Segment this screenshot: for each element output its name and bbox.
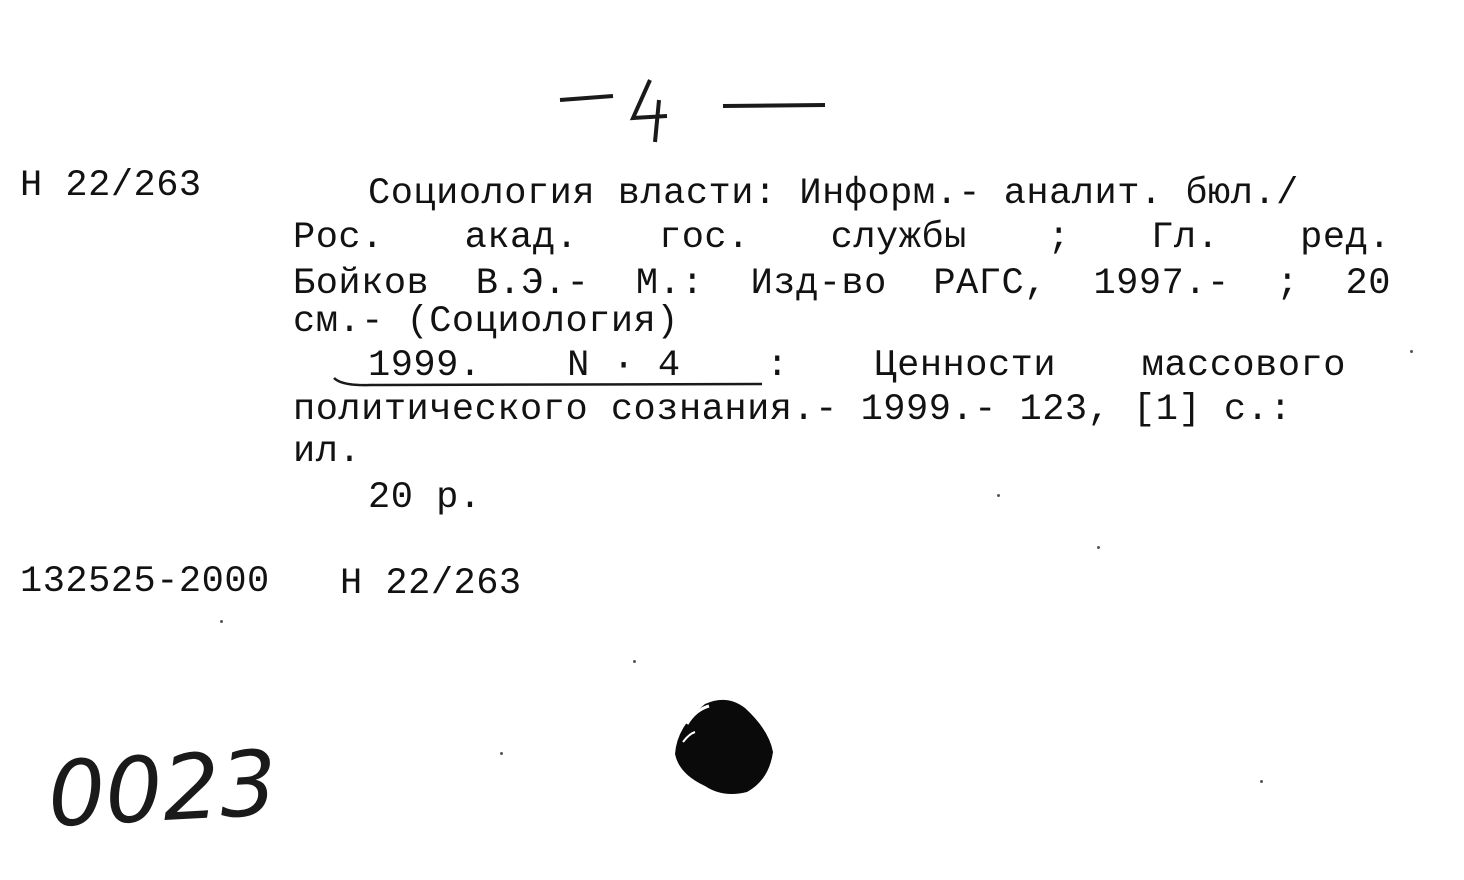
- scan-speck: [220, 620, 223, 623]
- word: ;: [1276, 263, 1299, 305]
- price: 20 р.: [368, 477, 482, 519]
- word: ред.: [1300, 217, 1391, 259]
- word: Рос.: [293, 217, 384, 259]
- accession-number: 132525-2000: [20, 561, 270, 603]
- scan-speck: [1097, 546, 1100, 549]
- word: ;: [1047, 217, 1071, 259]
- word: :: [766, 345, 789, 387]
- word: N · 4: [567, 345, 681, 387]
- word: массового: [1141, 345, 1346, 387]
- word: акад.: [464, 217, 579, 259]
- word: гос.: [658, 217, 750, 259]
- entry-line-1: Социология власти: Информ.- аналит. бюл./: [368, 173, 1299, 215]
- word: службы: [830, 217, 967, 259]
- entry-line-7: ил.: [293, 431, 362, 473]
- entry-line-2: [293, 216, 1391, 260]
- word: РАГС,: [933, 263, 1047, 305]
- entry-line-4: см.- (Социология): [293, 301, 679, 343]
- word: Ценности: [874, 345, 1057, 387]
- scan-speck: [500, 752, 503, 755]
- scan-speck: [1410, 350, 1413, 353]
- entry-line-6: политического сознания.- 1999.- 123, [1] с.:: [293, 389, 1292, 431]
- word: 1999.: [368, 345, 482, 387]
- scan-speck: [1260, 780, 1263, 783]
- scan-speck: [633, 660, 636, 663]
- word: Изд-во: [750, 263, 887, 305]
- punch-hole: [665, 690, 785, 805]
- shelf-mark-top: Н 22/263: [20, 165, 202, 207]
- page-number-mark: [555, 70, 835, 150]
- word: М.:: [635, 263, 705, 305]
- word: Гл.: [1151, 217, 1220, 259]
- handwritten-number: 0023: [45, 731, 280, 848]
- word: В.Э.-: [475, 263, 590, 305]
- scan-speck: [997, 494, 1000, 497]
- word: Бойков: [293, 263, 430, 305]
- word: 20: [1345, 263, 1391, 305]
- word: 1997.-: [1093, 263, 1230, 305]
- shelf-mark-bottom: Н 22/263: [340, 563, 522, 605]
